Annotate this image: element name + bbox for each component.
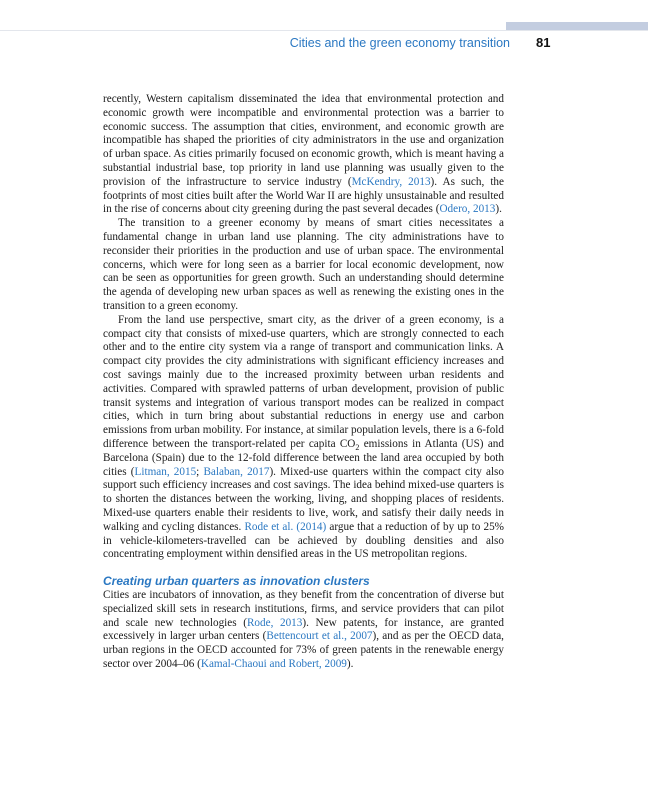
text-run: Cities are incubators of innovation, as they benefit from the concentration of diverse but specialized skill sets in research institutions, firms, and service providers that can pilot and scale new technologies ( (103, 589, 504, 629)
citation-link[interactable]: Litman, 2015 (134, 465, 197, 478)
body-text (103, 93, 504, 672)
text-run: ; (196, 465, 204, 478)
paragraph-2: The transition to a greener economy by means of smart cities necessitates a fundamental change in urban land use planning. The city administrations have to reconsider their priorities in the production and use of urban space. The environmental concerns, which were for long seen as a barrier for local economic development, now can be seen as opportunities for green growth. Such an understanding should determine the agenda of developing new urban spaces as well as renewing the existing ones in the transition to a green economy. (103, 217, 504, 312)
text-run: argue that a reduction of by up to 25% in vehicle-kilometers-travelled can be achieved by doubling densities and also concentrating employment within densified areas in the US metropolitan regions. (103, 520, 504, 561)
text-run: ). (495, 203, 502, 216)
header-rule (0, 30, 648, 31)
citation-link[interactable]: Kamal-Chaoui and Robert, 2009 (200, 658, 347, 671)
paragraph-1 (103, 93, 504, 217)
paragraph-3 (103, 314, 504, 562)
citation-link[interactable]: McKendry, 2013 (351, 175, 431, 188)
page-number: 81 (536, 35, 551, 50)
citation-link[interactable]: Rode, 2013 (246, 616, 303, 629)
text-run: ). Mixed-use quarters within the compact city also support such efficiency increases and cost savings. The idea behind mixed-use quarters is to shorten the distances between the working, living, and shopping places of residents. Mixed-use quarters enable their residents to live, work, and satisfy their daily needs in walking and cycling distances. (103, 465, 504, 533)
text-run: From the land use perspective, smart city, as the driver of a green economy, is a compact city that consists of mixed-use quarters, which are strongly connected to each other and to the entire city system via a range of transport and communication links. A compact city provides the city administrations with significant efficiency increases and cost savings mainly due to the increased proximity between urban residents and activities. Compared with sprawled patterns of urban development, provision of public transit systems and integration of various transport modes can be realized in compact cities, which in turn bring about substantial reductions in energy use and carbon emissions from urban mobility. For instance, at similar population levels, there is a 6-fold difference between the transport-related per capita CO (103, 313, 504, 450)
citation-link[interactable]: Odero, 2013 (439, 203, 496, 216)
citation-link[interactable]: Balaban, 2017 (203, 465, 270, 478)
text-run: ), and as per the OECD data, urban regions in the OECD accounted for 73% of green patents in the renewable energy sector over 2004–06 ( (103, 630, 504, 671)
citation-link[interactable]: Rode et al. (2014) (244, 520, 327, 533)
citation-link[interactable]: Bettencourt et al., 2007 (266, 630, 373, 643)
text-run: emissions in Atlanta (US) and Barcelona (Spain) due to the 12-fold difference between the land area occupied by both cities ( (103, 437, 504, 478)
section-heading: Creating urban quarters as innovation clusters (103, 574, 370, 589)
running-title: Cities and the green economy transition (289, 36, 510, 50)
paragraph-4 (103, 589, 504, 672)
header-accent-bar (506, 22, 648, 30)
text-run: ). As such, the footprints of most cities built after the World War II are highly unsustainable and resulted in the rise of concerns about city greening during the past several decades ( (103, 175, 504, 216)
subscript: 2 (355, 443, 360, 453)
text-run: ). (346, 658, 354, 671)
text-run: recently, Western capitalism disseminated the idea that environmental protection and economic growth were incompatible and environmental protection was a barrier to economic success. The assumption that cities, environment, and economic growth are incompatible has shaped the priorities of city administrators in the use and organization of urban space. As cities primarily focused on economic growth, which is meant having a substantial industrial base, top priority in land use planning was usually given to the provision of the infrastructure to service industry ( (103, 93, 504, 188)
text-run: ). New patents, for instance, are granted excessively in larger urban centers ( (103, 616, 504, 643)
